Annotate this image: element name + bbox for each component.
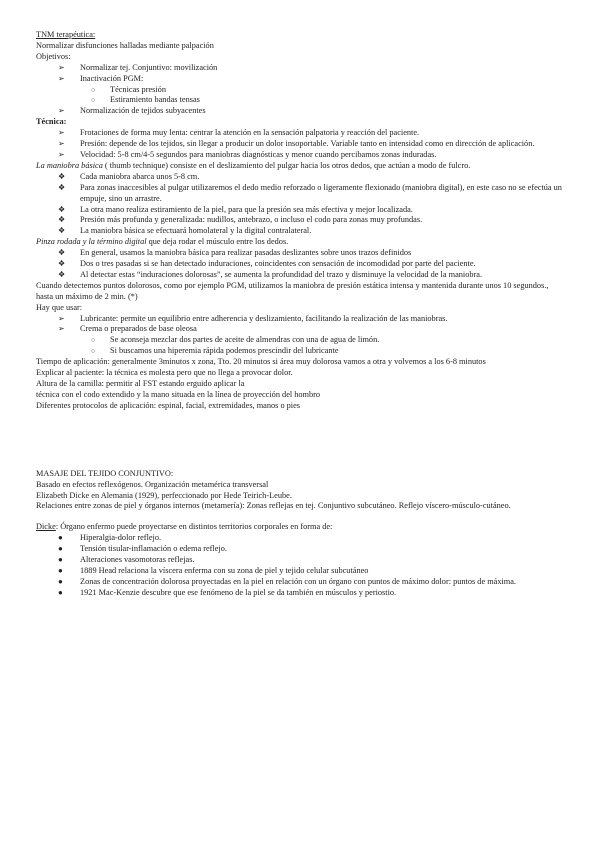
circle-bullet-icon: ○ xyxy=(91,347,96,356)
round-bullet-icon: ● xyxy=(58,533,63,543)
table-height-line-1: Altura de la camilla: permitir al FST estando erguido aplicar la xyxy=(36,379,245,388)
arrow-bullet-icon: ➢ xyxy=(58,149,65,159)
dicke-item: ● Tensión tisular-inflamación o edema reflejo. xyxy=(58,544,227,554)
pinza-paragraph: Pinza rodada y la término digital que deja rodar el músculo entre los dedos. xyxy=(36,237,289,247)
diamond-bullet-icon: ❖ xyxy=(58,182,66,192)
diamond-bullet-icon: ❖ xyxy=(58,171,66,181)
diamond-bullet-icon: ❖ xyxy=(58,259,66,269)
arrow-bullet-icon: ➢ xyxy=(58,128,65,138)
basic-maneuver-item: ❖ La otra mano realiza estiramiento de la piel, para que la presión sea más efectiva y mejor localizada. xyxy=(58,204,413,214)
circle-bullet-icon: ○ xyxy=(91,85,96,94)
masaje-relations: Relaciones entre zonas de piel y órganos internos (metamería): Zonas reflejas en tej. Conjuntivo subcutáneo. Reflejo víscero-músculo-cutáneo. xyxy=(36,501,511,511)
dicke-item: ● 1921 Mac-Kenzie descubre que ese fenómeno de la piel se da también en músculos y periostio. xyxy=(58,587,397,597)
diamond-bullet-icon: ❖ xyxy=(58,215,66,225)
objectives-label: Objetivos: xyxy=(36,51,71,61)
arrow-bullet-icon: ➢ xyxy=(58,106,65,116)
dicke-paragraph: Dicke: Órgano enfermo puede proyectarse en distintos territorios corporales en forma de: xyxy=(36,522,333,532)
diamond-bullet-icon: ❖ xyxy=(58,269,66,279)
section-spacer xyxy=(36,512,566,522)
painful-points-paragraph: Cuando detectemos puntos dolorosos, como por ejemplo PGM, utilizamos la maniobra de presión estática intensa y mantenida durante unos 10 segundos., hasta un máximo de 2 min. (*) xyxy=(36,280,549,301)
section-spacer xyxy=(36,412,566,469)
application-time: Tiempo de aplicación: generalmente 3minutos x zona, Tto. 20 minutos si área muy dolorosa vamos a otra y volvemos a los 6-8 minutos xyxy=(36,357,486,367)
arrow-bullet-icon: ➢ xyxy=(58,139,65,149)
diamond-bullet-icon: ❖ xyxy=(58,248,66,258)
arrow-bullet-icon: ➢ xyxy=(58,324,65,334)
objective-item: ➢ Normalización de tejidos subyacentes xyxy=(58,106,206,116)
dicke-item: ● Hiperalgia-dolor reflejo. xyxy=(58,533,162,543)
dicke-item: ● Alteraciones vasomotoras reflejas. xyxy=(58,555,195,565)
masaje-title: MASAJE DEL TEJIDO CONJUNTIVO: xyxy=(36,468,174,478)
objective-item: ➢ Normalizar tej. Conjuntivo: movilización xyxy=(58,62,218,72)
round-bullet-icon: ● xyxy=(58,544,63,554)
basic-maneuver-paragraph: La maniobra básica ( thumb technique) consiste en el deslizamiento del pulgar hacia los otros dedos, que actúan a modo de fulcro. xyxy=(36,160,471,170)
technique-label: Técnica: xyxy=(36,117,67,127)
round-bullet-icon: ● xyxy=(58,576,63,586)
diamond-bullet-icon: ❖ xyxy=(58,226,66,236)
use-item: ➢ Lubricante: permite un equilibrio entre adherencia y deslizamiento, facilitando la realización de las maniobras. xyxy=(58,313,448,323)
masaje-line: Basado en efectos reflexógenos. Organización metamérica transversal xyxy=(36,479,269,489)
sub-use-item: ○ Se aconseja mezclar dos partes de aceite de almendras con una de agua de limón. xyxy=(91,335,380,345)
application-protocols: Diferentes protocolos de aplicación: espinal, facial, extremidades, manos o pies xyxy=(36,400,301,410)
tnm-title: TNM terapéutica: xyxy=(36,30,96,39)
dicke-item: ● 1889 Head relaciona la víscera enferma con su zona de piel y tejido celular subcutáneo xyxy=(58,565,369,575)
use-label: Hay que usar: xyxy=(36,302,83,312)
document-page xyxy=(36,30,566,599)
circle-bullet-icon: ○ xyxy=(91,336,96,345)
pinza-item: ❖ Dos o tres pasadas si se han detectado induraciones, coincidentes con sensación de incomodidad por parte del paciente. xyxy=(58,259,476,269)
dicke-item: ● Zonas de concentración dolorosa proyectadas en la piel en relación con un órgano con puntos de máximo dolor: puntos de máxima. xyxy=(58,576,516,586)
basic-maneuver-item: ❖ Para zonas inaccesibles al pulgar utilizaremos el dedo medio reforzado o ligeramente flexionado (maniobra digital), en este caso no se efectúa un empuje, sino un arrastre. xyxy=(58,182,562,203)
sub-use-item: ○ Si buscamos una hiperemia rápida podemos prescindir del lubricante xyxy=(91,346,339,356)
table-height-line-2: técnica con el codo extendido y la mano situada en la línea de proyección del hombro xyxy=(36,389,321,399)
objective-item: ➢ Inactivación PGM: xyxy=(58,73,144,83)
round-bullet-icon: ● xyxy=(58,565,63,575)
round-bullet-icon: ● xyxy=(58,587,63,597)
round-bullet-icon: ● xyxy=(58,555,63,565)
pinza-item: ❖ Al detectar estas “induraciones dolorosas”, se aumenta la profundidad del trazo y disminuye la velocidad de la maniobra. xyxy=(58,269,483,279)
technique-item: ➢ Velocidad: 5-8 cm/4-5 segundos para maniobras diagnósticas y menor cuando percibamos zonas induradas. xyxy=(58,149,437,159)
sub-objective-item: ○ Técnicas presión xyxy=(91,84,166,94)
technique-item: ➢ Frotaciones de forma muy lenta: centrar la atención en la sensación palpatoria y reacción del paciente. xyxy=(58,128,420,138)
masaje-line: Elizabeth Dicke en Alemania (1929), perfeccionado por Hede Teirich-Leube. xyxy=(36,490,292,500)
circle-bullet-icon: ○ xyxy=(91,96,96,105)
diamond-bullet-icon: ❖ xyxy=(58,204,66,214)
arrow-bullet-icon: ➢ xyxy=(58,62,65,72)
tnm-intro: Normalizar disfunciones halladas mediante palpación xyxy=(36,40,214,50)
pinza-item: ❖ En general, usamos la maniobra básica para realizar pasadas deslizantes sobre unos trazos definidos xyxy=(58,248,412,258)
arrow-bullet-icon: ➢ xyxy=(58,73,65,83)
technique-item: ➢ Presión: depende de los tejidos, sin llegar a producir un dolor insoportable. Variable tanto en intensidad como en dirección de aplicación. xyxy=(58,139,535,149)
arrow-bullet-icon: ➢ xyxy=(58,313,65,323)
basic-maneuver-item: ❖ La maniobra básica se efectuará homolateral y la digital contralateral. xyxy=(58,226,312,236)
use-item: ➢ Crema o preparados de base oleosa xyxy=(58,324,197,334)
explain-patient: Explicar al paciente: la técnica es molesta pero que no llega a provocar dolor. xyxy=(36,368,293,378)
sub-objective-item: ○ Estiramiento bandas tensas xyxy=(91,95,200,105)
basic-maneuver-item: ❖ Presión más profunda y generalizada: nudillos, antebrazo, o incluso el codo para zonas muy profundas. xyxy=(58,215,423,225)
basic-maneuver-item: ❖ Cada maniobra abarca unos 5-8 cm. xyxy=(58,171,200,181)
